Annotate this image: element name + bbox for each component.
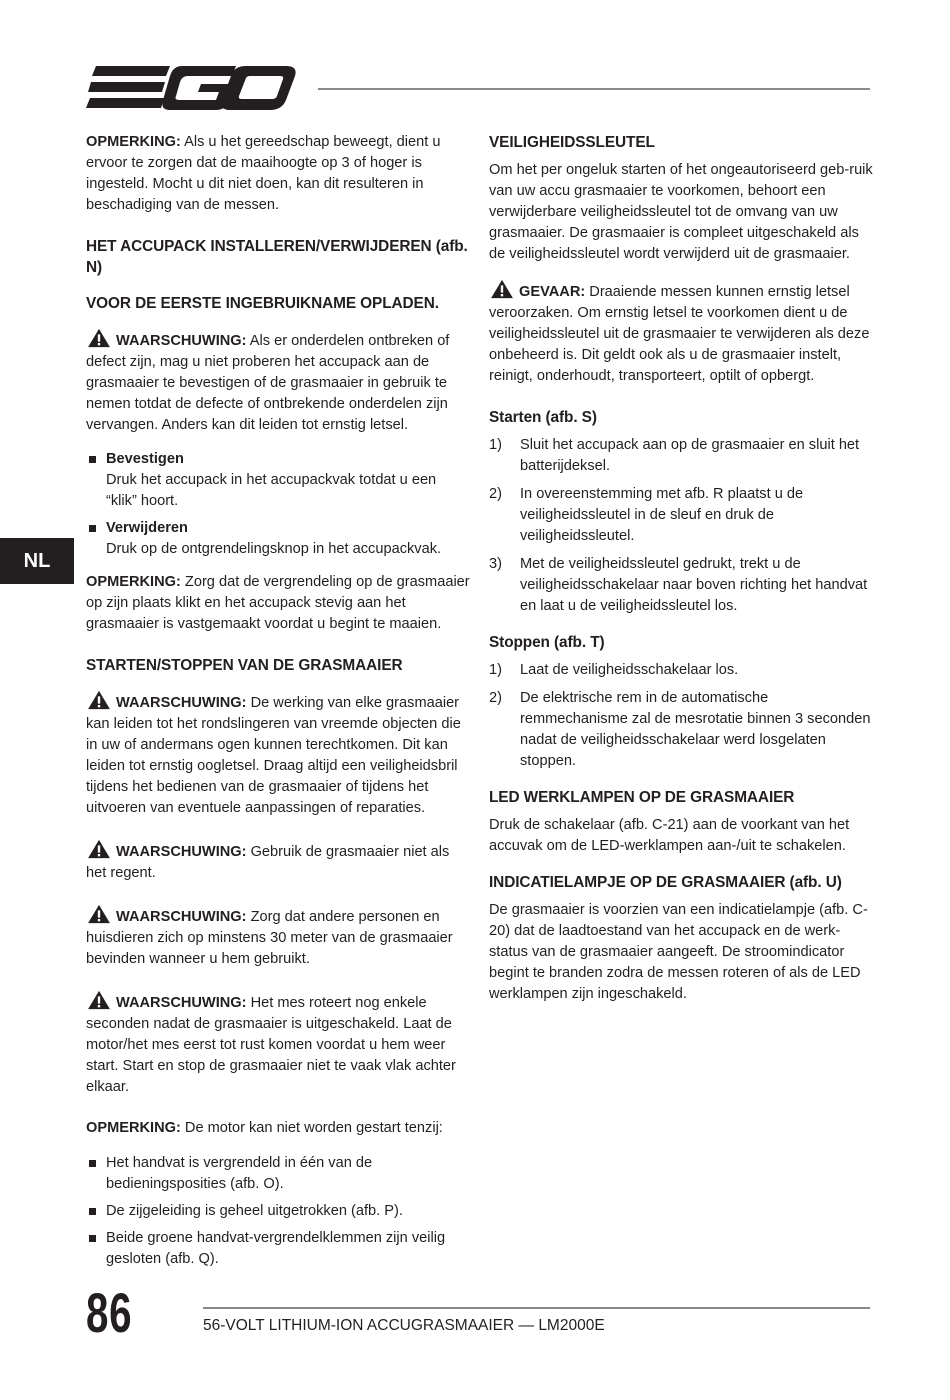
note-label: OPMERKING: xyxy=(86,1120,181,1136)
warning-text: Zorg dat andere personen en huisdieren zich op minstens 30 meter van de grasmaaier bevinden wanneer u hem gebruikt. xyxy=(86,909,453,967)
safety-key-paragraph: Om het per ongeluk starten of het ongeautoriseerd geb-ruik van uw accu grasmaaier te voorkomen, behoort een verwijderbare veiligheidssleutel tot de omvang van uw grasmaaier. De grasmaaier is compleet uitgeschakeld als de veiligheidssleutel wordt verwijderd uit de grasmaaier. xyxy=(489,162,873,262)
step-item xyxy=(489,688,877,772)
step-number: 1) xyxy=(489,437,502,453)
step-number: 2) xyxy=(489,690,502,706)
ego-logo xyxy=(86,64,298,117)
step-text: Sluit het accupack aan op de grasmaaier en sluit het batterijdeksel. xyxy=(520,437,860,474)
left-column xyxy=(86,132,470,1270)
danger-rotating-blades xyxy=(489,279,877,387)
footer-title: 56-VOLT LITHIUM-ION ACCUGRASMAAIER — LM2000E xyxy=(203,1317,605,1334)
warning-triangle-icon xyxy=(86,904,112,924)
warning-thrown-objects xyxy=(86,690,470,819)
heading-charge-before-use: VOOR DE EERSTE INGEBRUIKNAME OPLADEN. xyxy=(86,295,439,312)
step-text: De elektrische rem in de automatische remmechanisme zal de mesrotatie binnen 3 seconden nadat de veiligheidsschakelaar werd losgelaten stoppen. xyxy=(520,690,871,769)
ego-logo-mark xyxy=(86,64,298,112)
warning-text: Als er onderdelen ontbreken of defect zijn, mag u niet proberen het accupack aan de grasmaaier te bevestigen of de grasmaaier in gebruik te nemen totdat de defecte of ontbrekende onderdelen zijn vervangen. Anders kan dit leiden tot ernstig letsel. xyxy=(86,333,450,433)
warning-label: WAARSCHUWING: xyxy=(116,909,247,925)
warning-label: WAARSCHUWING: xyxy=(116,844,247,860)
warning-label: WAARSCHUWING: xyxy=(116,695,247,711)
note-label: OPMERKING: xyxy=(86,134,181,150)
note-text: De motor kan niet worden gestart tenzij: xyxy=(180,1120,443,1136)
list-item-remove xyxy=(86,518,470,560)
heading-safety-key: VEILIGHEIDSSLEUTEL xyxy=(489,134,655,151)
note-latch xyxy=(86,572,470,635)
heading-start-stop: STARTEN/STOPPEN VAN DE GRASMAAIER xyxy=(86,657,403,674)
list-item: De zijgeleiding is geheel uitgetrokken (afb. P). xyxy=(86,1201,470,1222)
install-remove-list xyxy=(86,449,470,560)
warning-triangle-icon xyxy=(489,279,515,299)
note-mowing-height xyxy=(86,132,470,216)
stop-steps-list xyxy=(489,660,877,772)
footer-rule xyxy=(203,1307,870,1309)
danger-text: Draaiende messen kunnen ernstig letsel veroorzaken. Om ernstig letsel te voorkomen dient u de veiligheidssleutel uit de grasmaaier te verwijderen als deze onbeheerd is. Dit geldt ook als u de grasmaaier instelt, reinigt, onderhoudt, transporteert, optilt of opbergt. xyxy=(489,284,870,384)
warning-triangle-icon xyxy=(86,839,112,859)
step-number: 1) xyxy=(489,662,502,678)
list-item: Beide groene handvat-vergrendelklemmen zijn veilig gesloten (afb. Q). xyxy=(86,1228,470,1270)
step-text: Met de veiligheidssleutel gedrukt, trekt u de veiligheidsschakelaar naar boven richting het handvat en laat u de veiligheidssleutel los. xyxy=(520,556,868,614)
page-number: 86 xyxy=(86,1281,133,1344)
warning-triangle-icon xyxy=(86,328,112,348)
warning-text: Gebruik de grasmaaier niet als het regent. xyxy=(86,844,450,881)
indicator-paragraph: De grasmaaier is voorzien van een indicatielampje (afb. C-20) dat de laadtoestand van het accupack en de werk-status van de grasmaaier aangeeft. De stroomindicator begint te branden zodra de messen roteren of als de LED werklampen zijn ingeschakeld. xyxy=(489,902,868,1002)
warning-missing-parts xyxy=(86,328,470,436)
warning-label: WAARSCHUWING: xyxy=(116,995,247,1011)
step-number: 2) xyxy=(489,486,502,502)
note-text: Als u het gereedschap beweegt, dient u ervoor te zorgen dat de maaihoogte op 3 of hoger is ingesteld. Mocht u dit niet doen, kan dit resulteren in beschadiging van de messen. xyxy=(86,134,441,213)
list-item-text: Druk het accupack in het accupackvak totdat u een “klik” hoort. xyxy=(106,472,437,509)
step-item xyxy=(489,554,877,617)
warning-blade-coast xyxy=(86,990,470,1098)
step-text: In overeenstemming met afb. R plaatst u de veiligheidssleutel in de sleuf en druk de veiligheidssleutel. xyxy=(520,486,804,544)
warning-rain xyxy=(86,839,470,884)
step-item xyxy=(489,660,877,681)
heading-stop: Stoppen (afb. T) xyxy=(489,634,605,651)
list-item-text: Druk op de ontgrendelingsknop in het accupackvak. xyxy=(106,541,442,557)
language-tab: NL xyxy=(0,538,74,584)
list-item-title: Bevestigen xyxy=(106,451,184,467)
step-text: Laat de veiligheidsschakelaar los. xyxy=(520,662,739,678)
step-number: 3) xyxy=(489,556,502,572)
heading-start: Starten (afb. S) xyxy=(489,409,597,426)
header-rule xyxy=(318,88,870,90)
warning-triangle-icon xyxy=(86,690,112,710)
heading-indicator-lamp: INDICATIELAMPJE OP DE GRASMAAIER (afb. U) xyxy=(489,874,842,891)
warning-triangle-icon xyxy=(86,990,112,1010)
warning-label: WAARSCHUWING: xyxy=(116,333,247,349)
note-label: OPMERKING: xyxy=(86,574,181,590)
step-item xyxy=(489,435,877,477)
heading-battery-install: HET ACCUPACK INSTALLEREN/VERWIJDEREN (afb. N) xyxy=(86,238,468,276)
list-item-attach xyxy=(86,449,470,512)
danger-label: GEVAAR: xyxy=(519,284,586,300)
note-text: Zorg dat de vergrendeling op de grasmaaier op zijn plaats klikt en het accupack stevig aan het grasmaaier is vastgemaakt voordat u begint te maaien. xyxy=(86,574,470,632)
list-item-title: Verwijderen xyxy=(106,520,188,536)
heading-led-lamps: LED WERKLAMPEN OP DE GRASMAAIER xyxy=(489,789,795,806)
list-item: Het handvat is vergrendeld in één van de bedieningsposities (afb. O). xyxy=(86,1153,470,1195)
note-motor-conditions xyxy=(86,1118,470,1139)
right-column xyxy=(489,132,877,1005)
led-paragraph: Druk de schakelaar (afb. C-21) aan de voorkant van het accuvak om de LED-werklampen aan-/uit te schakelen. xyxy=(489,817,850,854)
warning-bystanders xyxy=(86,904,470,970)
warning-text: Het mes roteert nog enkele seconden nadat de grasmaaier is uitgeschakeld. Laat de motor/het mes eerst tot rust komen voordat u hem weer start. Start en stop de grasmaaier niet te vaak vlak achter elkaar. xyxy=(86,995,456,1095)
start-steps-list xyxy=(489,435,877,617)
warning-text: De werking van elke grasmaaier kan leiden tot het rondslingeren van vreemde objecten die in uw of andermans ogen kunnen terechtkomen. Dit kan leiden tot ernstig oogletsel. Draag altijd een veiligheidsbril tijdens het bedienen van de grasmaaier of tijdens het uitvoeren van eventuele aanpassingen of reparaties. xyxy=(86,695,461,816)
conditions-list xyxy=(86,1153,470,1270)
step-item xyxy=(489,484,877,547)
